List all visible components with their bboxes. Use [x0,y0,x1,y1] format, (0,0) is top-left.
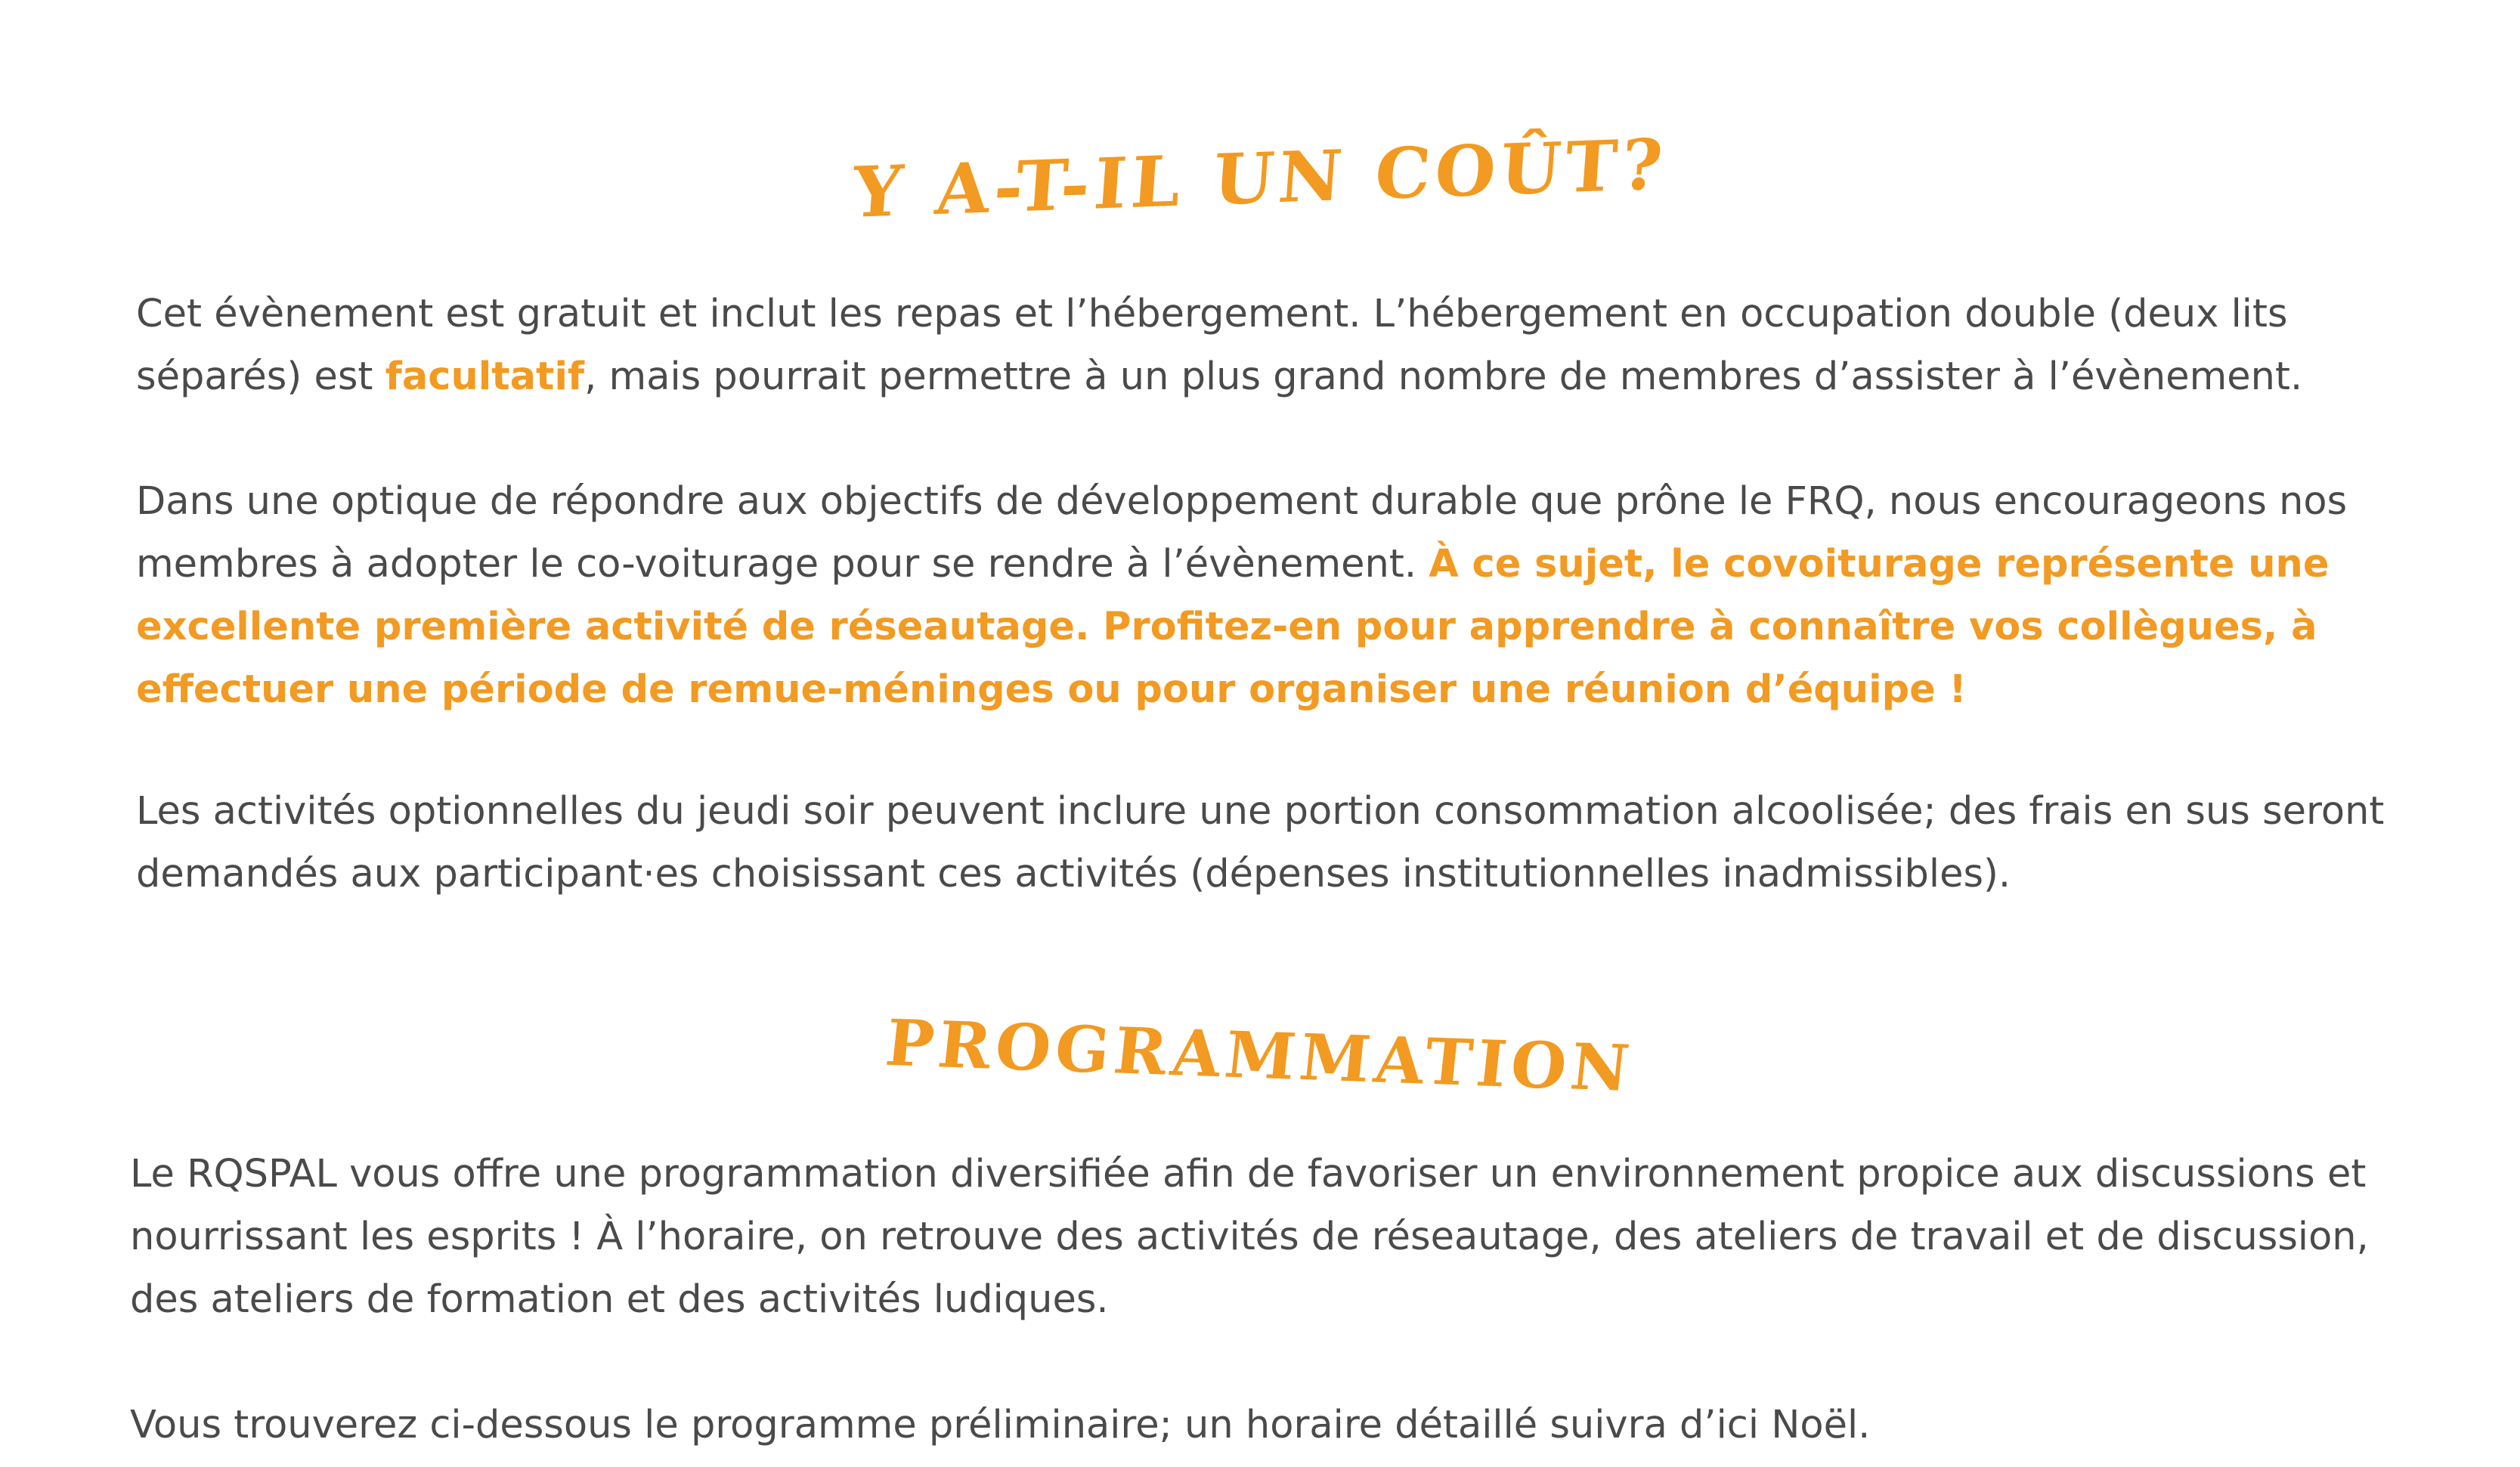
program-section-title [0,1004,2520,1106]
optional-highlight: facultatif [385,354,585,399]
program-paragraph-1: Le RQSPAL vous offre une programmation diversifiée afin de favoriser un environnement propice aux discussions et nourrissant les esprits ! À l’horaire, on retrouve des activités de réseautage, des ateliers de travail et de discussion, des ateliers de formation et des activités ludiques. [130,1152,2369,1322]
cost-paragraph-2-text-a: Dans une optique de répondre aux objectifs de développement durable que prône le FRQ, nous encourageons nos membres à adopter le co-voiturage pour se rendre à l’évènement. [136,479,2348,586]
program-paragraph-2: Vous trouverez ci-dessous le programme préliminaire; un horaire détaillé suivra d’ici Noël. [130,1403,1871,1447]
program-section-title-text: PROGRAMMATION [882,1004,1638,1106]
cost-paragraph-3: Les activités optionnelles du jeudi soir peuvent inclure une portion consommation alcoolisée; des frais en sus seront demandés aux participant·es choisissant ces activités (dépenses institutionnelles inadmissibles). [136,789,2385,896]
cost-section-title-text: Y A-T-IL UN COÛT? [850,123,1670,234]
cost-paragraph-1-text-b: , mais pourrait permettre à un plus grand nombre de membres d’assister à l’évènement. [584,354,2303,399]
cost-section-title [0,123,2520,234]
cost-paragraph-2 [136,470,2434,721]
cost-paragraph-1 [136,283,2434,408]
cost-paragraph-1-text-a: Cet évènement est gratuit et inclut les repas et l’hébergement. L’hébergement en occupation double (deux lits séparés) est [136,292,2288,399]
carpool-highlight: À ce sujet, le covoiturage représente une excellente première activité de réseautage. Profitez-en pour apprendre à connaître vos collègues, à effectuer une période de remue-méninges ou pour organiser une réunion d’équipe ! [136,542,2330,712]
